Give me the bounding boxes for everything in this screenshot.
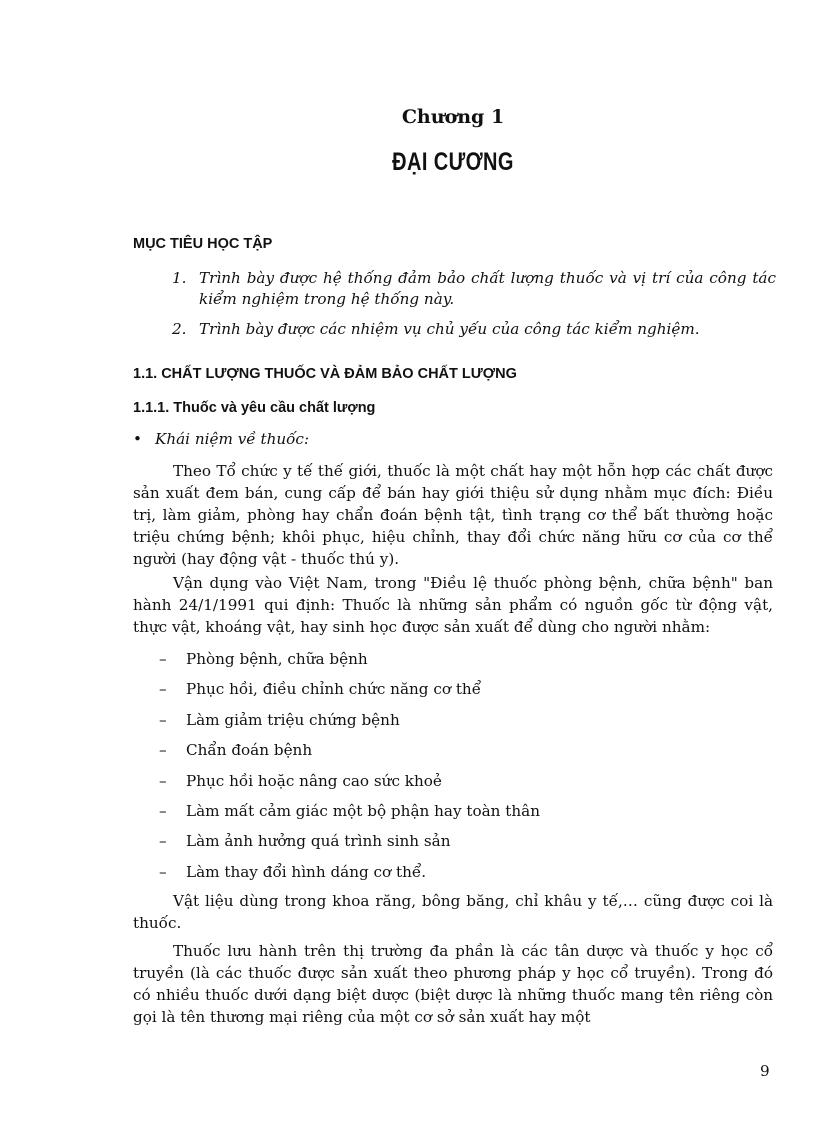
list-item-text: Làm giảm triệu chứng bệnh <box>186 710 400 729</box>
list-item <box>133 830 540 860</box>
bullet-text: Khái niệm về thuốc: <box>155 430 310 448</box>
bullet-item <box>133 430 309 448</box>
list-item <box>133 648 540 678</box>
list-item-text: Phục hồi hoặc nâng cao sức khoẻ <box>186 771 442 790</box>
purpose-list <box>133 648 540 891</box>
dash-icon: – <box>159 710 167 729</box>
dash-icon: – <box>159 771 167 790</box>
objective-number: 1. <box>172 269 187 287</box>
dash-icon: – <box>159 801 167 820</box>
list-item-text: Chẩn đoán bệnh <box>186 741 313 760</box>
paragraph-market-drugs: Thuốc lưu hành trên thị trường đa phần là các tân dược và thuốc y học cổ truyền (là các thuốc được sản xuất theo phương pháp y học cổ truyền). Trong đó có nhiều thuốc dưới dạng biệt dược (biệt dược là những thuốc mang tên riêng còn gọi là tên thương mại riêng của một cơ sở sản xuất hay một <box>133 942 773 1026</box>
dash-icon: – <box>159 862 167 881</box>
objective-item <box>172 268 776 310</box>
list-item <box>133 800 540 830</box>
list-item-text: Phục hồi, điều chỉnh chức năng cơ thể <box>186 680 482 699</box>
objectives-list <box>172 268 776 349</box>
objective-item <box>172 319 776 340</box>
list-item <box>133 770 540 800</box>
objective-text: Trình bày được các nhiệm vụ chủ yếu của công tác kiểm nghiệm. <box>199 320 700 338</box>
dash-icon: – <box>159 680 167 699</box>
chapter-label: Chương 1 <box>401 106 505 128</box>
dash-icon: – <box>159 741 167 760</box>
list-item-text: Phòng bệnh, chữa bệnh <box>186 650 368 668</box>
dash-icon: – <box>159 650 167 668</box>
list-item <box>133 678 540 708</box>
chapter-title: ĐẠI CƯƠNG <box>392 148 514 176</box>
list-item-text: Làm ảnh hưởng quá trình sinh sản <box>186 832 451 851</box>
list-item <box>133 861 540 891</box>
paragraph-who-definition: Theo Tổ chức y tế thế giới, thuốc là một chất hay một hỗn hợp các chất được sản xuất đem bán, cung cấp để bán hay giới thiệu sử dụng nhằm mục đích: Điều trị, làm giảm, phòng hay chẩn đoán bệnh tật, tình trạng cơ thể bất thường hoặc triệu chứng bệnh; khôi phục, hiệu chỉnh, thay đổi chức năng hữu cơ của cơ thể người (hay động vật - thuốc thú y). <box>133 462 773 568</box>
objectives-heading: MỤC TIÊU HỌC TẬP <box>133 236 273 252</box>
page-number: 9 <box>760 1062 770 1080</box>
paragraph-vietnam-definition: Vận dụng vào Việt Nam, trong "Điều lệ thuốc phòng bệnh, chữa bệnh" ban hành 24/1/1991 qui định: Thuốc là những sản phẩm có nguồn gốc từ động vật, thực vật, khoáng vật, hay sinh học được sản xuất để dùng cho người nhằm: <box>133 574 773 636</box>
list-item <box>133 739 540 769</box>
paragraph-dental-materials: Vật liệu dùng trong khoa răng, bông băng, chỉ khâu y tế,… cũng được coi là thuốc. <box>133 892 773 932</box>
subsection-heading: 1.1.1. Thuốc và yêu cầu chất lượng <box>133 400 376 416</box>
section-heading: 1.1. CHẤT LƯỢNG THUỐC VÀ ĐẢM BẢO CHẤT LƯỢNG <box>133 366 517 382</box>
objective-number: 2. <box>172 320 187 338</box>
dash-icon: – <box>159 832 167 851</box>
objective-text: Trình bày được hệ thống đảm bảo chất lượng thuốc và vị trí của công tác kiểm nghiệm trong hệ thống này. <box>199 269 776 308</box>
list-item-text: Làm thay đổi hình dáng cơ thể. <box>186 862 427 881</box>
list-item <box>133 709 540 739</box>
bullet-icon: • <box>133 430 142 448</box>
list-item-text: Làm mất cảm giác một bộ phận hay toàn thân <box>186 801 540 820</box>
